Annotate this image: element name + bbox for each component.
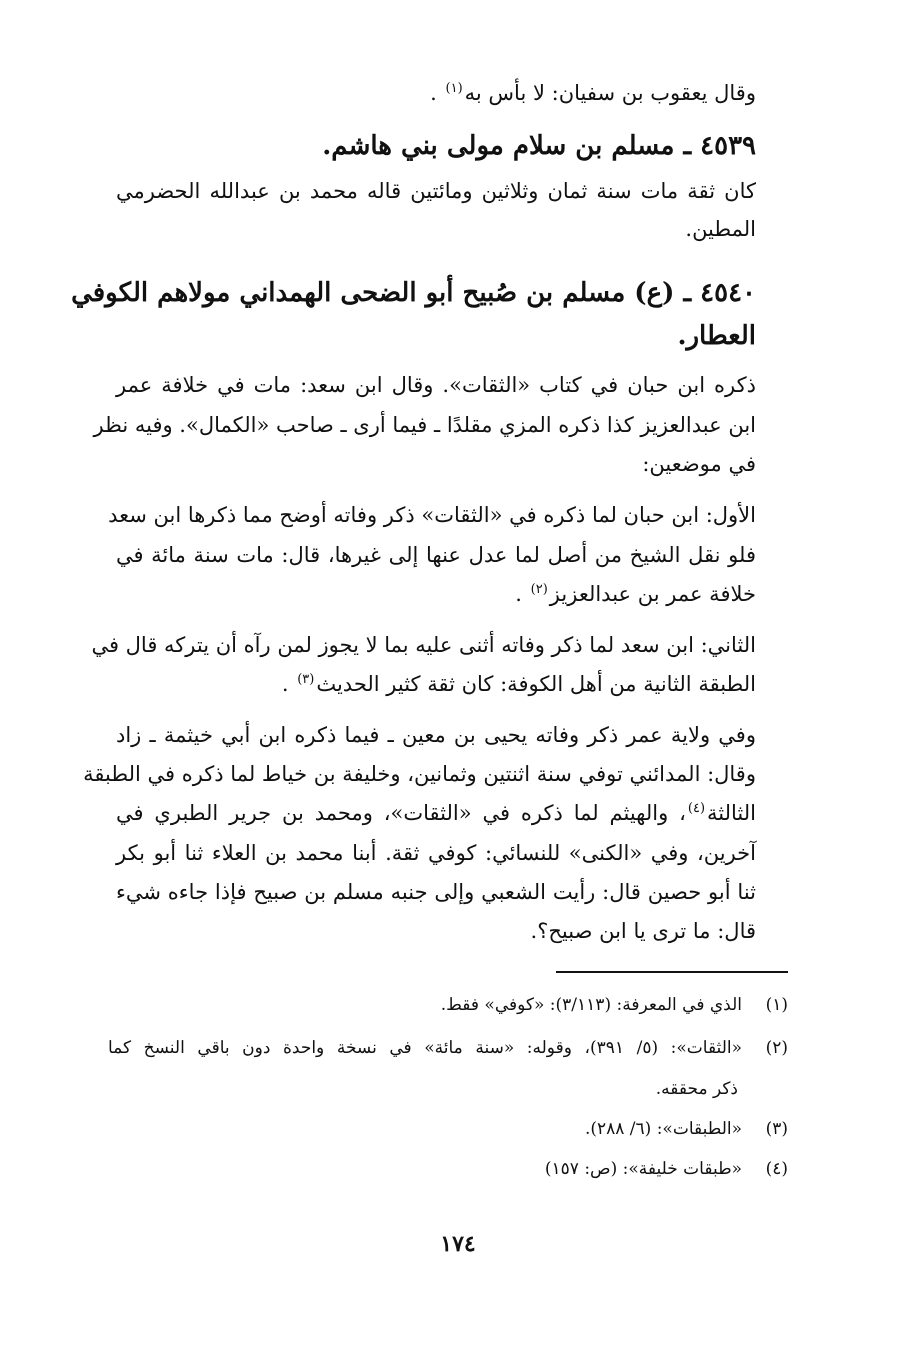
footnote-2-continuation: ذكر محققه. [655, 1079, 738, 1099]
entry-4540-p2-line-1: الأول: ابن حبان لما ذكره في «الثقات» ذكر وفاته أوضح مما ذكرها ابن سعد [108, 503, 756, 527]
footnote-ref-1: (١) [445, 81, 463, 96]
intro-line [430, 78, 756, 108]
entry-4540-p4-line-6: قال: ما ترى يا ابن صبيح؟. [530, 919, 756, 943]
entry-4540-p4-line-2: وقال: المدائني توفي سنة اثنتين وثمانين، وخليفة بن خياط لما ذكره في الطبقة [83, 762, 756, 786]
footnote-text: «طبقات خليفة»: (ص: ١٥٧) [544, 1159, 742, 1179]
footnote-2 [108, 1034, 788, 1062]
entry-4540-p3-end: . [281, 672, 289, 696]
footnote-number: (١) [765, 995, 788, 1015]
entry-4540-p2-end: . [515, 582, 522, 606]
footnote-number: (٢) [765, 1038, 788, 1058]
entry-4540-p1-line-2: ابن عبدالعزيز كذا ذكره المزي مقلدًا ـ فيما أرى ـ صاحب «الكمال». وفيه نظر [93, 413, 756, 437]
footnote-1 [441, 991, 788, 1019]
page-number: ١٧٤ [440, 1231, 476, 1257]
entry-4540-p2-last: خلافة عمر بن عبدالعزيز [549, 582, 756, 606]
entry-4540-p3-line-1: الثاني: ابن سعد لما ذكر وفاته أثنى عليه بما لا يجوز لمن رآه أن يتركه قال في [91, 633, 756, 657]
entry-4539-title: ٤٥٣٩ ـ مسلم بن سلام مولى بني هاشم. [322, 131, 756, 161]
footnote-ref-2: (٢) [530, 582, 548, 597]
entry-4540-p4-third-rest: ، والهيثم لما ذكره في «الثقات»، ومحمد بن جرير الطبري في [116, 801, 686, 825]
entry-4540-title-2: العطار. [677, 321, 756, 351]
entry-4540-p2-line-3 [515, 579, 756, 609]
entry-4539-line-2: المطين. [685, 217, 756, 241]
entry-4540-p4-line-1: وفي ولاية عمر ذكر وفاته يحيى بن معين ـ فيما ذكره ابن أبي خيثمة ـ زاد [116, 723, 756, 747]
entry-4540-p4-line-3 [116, 798, 756, 828]
intro-text: وقال يعقوب بن سفيان: لا بأس به [464, 81, 756, 105]
footnote-text: «الطبقات»: (٦/ ٢٨٨). [584, 1119, 742, 1139]
entry-4540-p4-line-5: ثنا أبو حصين قال: رأيت الشعبي وإلى جنبه مسلم بن صبيح فإذا جاءه شيء [116, 880, 756, 904]
entry-4540-p3-line-2 [282, 669, 756, 699]
footnote-number: (٣) [765, 1119, 788, 1139]
entry-4539-line-1: كان ثقة مات سنة ثمان وثلاثين ومائتين قاله محمد بن عبدالله الحضرمي [116, 179, 756, 203]
entry-4540-p2-line-2: فلو نقل الشيخ من أصل لما عدل عنها إلى غيرها، قال: مات سنة مائة في [116, 543, 756, 567]
entry-4540-p1-line-3: في موضعين: [642, 452, 756, 476]
footnote-3 [585, 1115, 788, 1143]
footnote-text: «الثقات»: (٥/ ٣٩١)، وقوله: «سنة مائة» في نسخة واحدة دون باقي النسخ كما [108, 1038, 742, 1058]
entry-4540-p4-line-4: آخرين، وفي «الكنى» للنسائي: كوفي ثقة. أبنا محمد بن العلاء ثنا أبو بكر [116, 841, 756, 865]
footnote-separator [556, 971, 788, 973]
footnote-4 [545, 1155, 788, 1183]
footnote-number: (٤) [765, 1159, 788, 1179]
entry-4540-p1-line-1: ذكره ابن حبان في كتاب «الثقات». وقال ابن سعد: مات في خلافة عمر [116, 373, 756, 397]
intro-end: . [430, 81, 437, 105]
entry-4540-p3-last: الطبقة الثانية من أهل الكوفة: كان ثقة كثير الحديث [316, 672, 756, 696]
entry-4540-title-1: ٤٥٤٠ ـ (ع) مسلم بن صُبيح أبو الضحى الهمداني مولاهم الكوفي [71, 278, 756, 308]
footnote-text: الذي في المعرفة: (٣/١١٣): «كوفي» فقط. [440, 995, 742, 1015]
footnote-ref-4: (٤) [687, 801, 706, 816]
footnote-ref-3: (٣) [297, 672, 315, 687]
entry-4540-p4-third: الثالثة [707, 801, 756, 825]
